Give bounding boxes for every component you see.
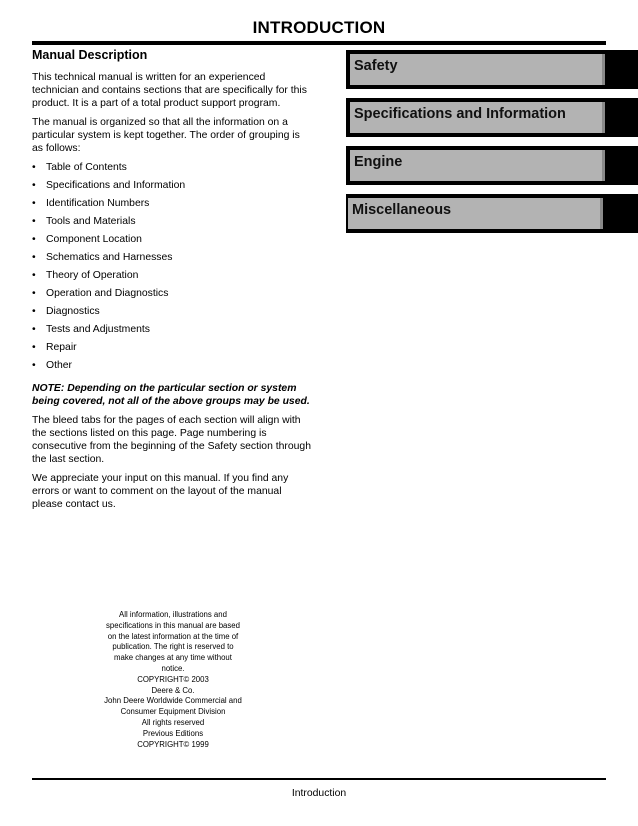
grouping-list xyxy=(32,161,312,377)
bullet-icon: • xyxy=(32,270,36,281)
copyright-line: Consumer Equipment Division xyxy=(120,707,226,717)
list-item-label: Specifications and Information xyxy=(46,180,186,191)
page-footer: Introduction xyxy=(291,788,347,799)
copyright-line: notice. xyxy=(161,663,185,673)
copyright-line: COPYRIGHT© 1999 xyxy=(137,739,209,749)
bullet-icon: • xyxy=(32,234,36,245)
list-item xyxy=(32,305,312,323)
copyright-line: All rights reserved xyxy=(141,717,205,727)
bullet-icon: • xyxy=(32,180,36,191)
copyright-line: on the latest information at the time of xyxy=(107,631,239,641)
copyright-line: COPYRIGHT© 2003 xyxy=(137,674,209,684)
copyright-notice xyxy=(95,610,251,750)
list-item-label: Component Location xyxy=(46,234,142,245)
list-item xyxy=(32,359,312,377)
list-item-label: Table of Contents xyxy=(46,162,127,173)
list-item-label: Identification Numbers xyxy=(46,198,150,209)
copyright-line: publication. The right is reserved to xyxy=(112,642,234,652)
tab-label: Miscellaneous xyxy=(352,202,452,218)
manual-description-section xyxy=(32,49,312,517)
section-heading: Manual Description xyxy=(32,48,148,62)
tab-engine[interactable] xyxy=(346,146,638,185)
organization-paragraph: The manual is organized so that all the information on a particular system is kept together. The order of grouping is as follows: xyxy=(32,117,300,154)
copyright-line: specifications in this manual are based xyxy=(106,620,240,630)
list-item-label: Tests and Adjustments xyxy=(46,324,150,335)
bullet-icon: • xyxy=(32,216,36,227)
bullet-icon: • xyxy=(32,324,36,335)
bottom-divider xyxy=(32,778,606,780)
intro-paragraph: This technical manual is written for an experienced technician and contains sections that are specifically for this product. It is a part of a total product support program. xyxy=(32,72,307,109)
bullet-icon: • xyxy=(32,198,36,209)
list-item-label: Repair xyxy=(46,342,77,353)
tab-safety[interactable] xyxy=(346,50,638,89)
list-item xyxy=(32,269,312,287)
copyright-line: Deere & Co. xyxy=(151,685,195,695)
bullet-icon: • xyxy=(32,360,36,371)
list-item-label: Diagnostics xyxy=(46,306,100,317)
list-item-label: Operation and Diagnostics xyxy=(46,288,169,299)
note-paragraph: NOTE: Depending on the particular section or system being covered, not all of the above groups may be used. xyxy=(32,383,310,407)
tab-label: Engine xyxy=(354,154,403,170)
list-item xyxy=(32,251,312,269)
bullet-icon: • xyxy=(32,252,36,263)
list-item-label: Theory of Operation xyxy=(46,270,139,281)
list-item xyxy=(32,179,312,197)
feedback-paragraph: We appreciate your input on this manual. If you find any errors or want to comment on the layout of the manual please contact us. xyxy=(32,473,289,510)
list-item xyxy=(32,341,312,359)
copyright-line: Previous Editions xyxy=(142,728,204,738)
tab-miscellaneous[interactable] xyxy=(346,194,638,233)
tab-label: Specifications and Information xyxy=(354,106,566,122)
list-item-label: Other xyxy=(46,360,72,371)
list-item xyxy=(32,323,312,341)
top-divider xyxy=(32,41,606,45)
bullet-icon: • xyxy=(32,162,36,173)
bullet-icon: • xyxy=(32,288,36,299)
copyright-line: make changes at any time without xyxy=(114,653,232,663)
tab-specifications-and-information[interactable] xyxy=(346,98,638,137)
copyright-line: All information, illustrations and xyxy=(119,610,227,619)
list-item xyxy=(32,287,312,305)
page-title: INTRODUCTION xyxy=(252,18,386,37)
list-item xyxy=(32,233,312,251)
list-item xyxy=(32,215,312,233)
list-item-label: Schematics and Harnesses xyxy=(46,252,173,263)
copyright-line: John Deere Worldwide Commercial and xyxy=(104,696,242,706)
list-item-label: Tools and Materials xyxy=(46,216,136,227)
bullet-icon: • xyxy=(32,306,36,317)
list-item xyxy=(32,161,312,179)
tab-label: Safety xyxy=(354,58,398,74)
bleed-tabs-paragraph: The bleed tabs for the pages of each section will align with the sections listed on this page. Page numbering is consecutive from the beginning of the Safety section through the last section. xyxy=(32,415,311,465)
section-tabs xyxy=(346,50,638,242)
bullet-icon: • xyxy=(32,342,36,353)
list-item xyxy=(32,197,312,215)
